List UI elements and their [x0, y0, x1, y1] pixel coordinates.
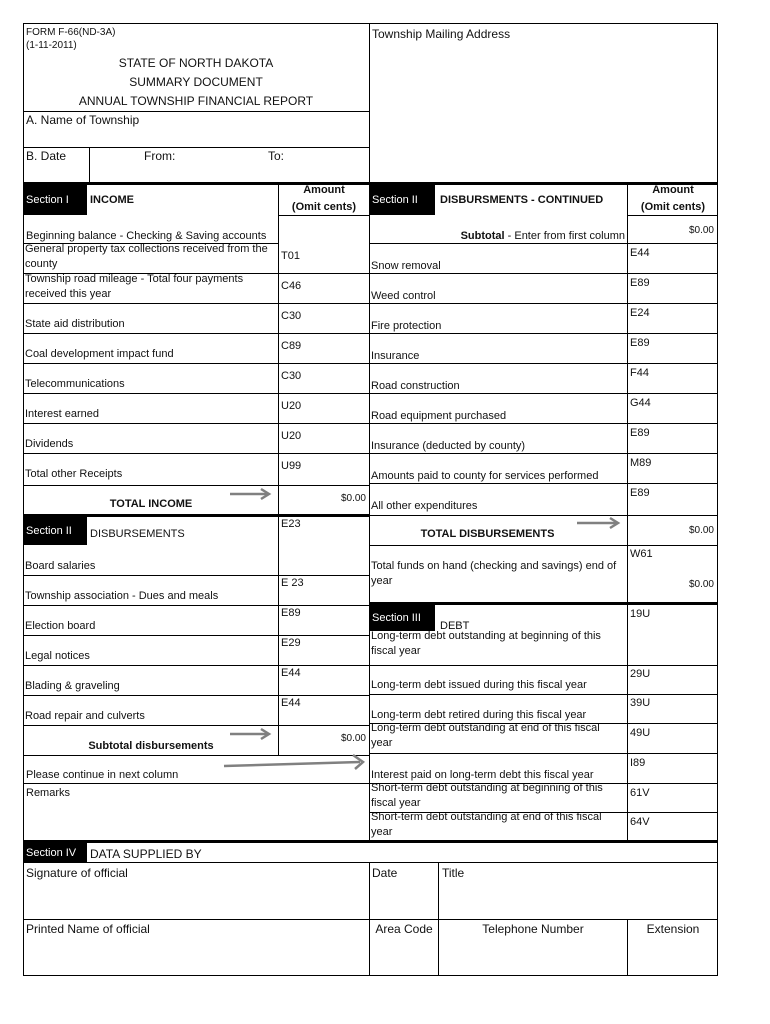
- title-state: STATE OF NORTH DAKOTA: [118, 56, 274, 70]
- beginning-balance-label: Beginning balance - Checking & Saving accounts: [26, 230, 267, 242]
- disbursement-continued-row-code: E89: [630, 487, 650, 499]
- disbursement-continued-row-amount-input[interactable]: [628, 292, 716, 302]
- from-date-field[interactable]: [184, 148, 264, 182]
- center-divider: [369, 185, 370, 840]
- disbursement-continued-row-amount-input[interactable]: [628, 442, 716, 452]
- disbursement-continued-row-label: Snow removal: [371, 260, 441, 272]
- income-row-label: Dividends: [25, 438, 74, 450]
- debt-row-amount-input[interactable]: [628, 830, 716, 840]
- disbursement-row-label: Township association - Dues and meals: [25, 590, 219, 602]
- debt-row-code: 29U: [630, 668, 651, 680]
- income-row-code: C30: [281, 310, 302, 322]
- mailing-address-field[interactable]: [370, 44, 717, 182]
- income-row-code: U20: [281, 400, 302, 412]
- section-2-continued-badge: Section II: [370, 185, 435, 215]
- debt-row-label: Short-term debt outstanding at end of this fiscal year: [371, 811, 602, 838]
- beginning-balance-input[interactable]: [279, 216, 368, 243]
- section-1-title: INCOME: [90, 194, 134, 206]
- income-row-amount-input[interactable]: [279, 322, 368, 332]
- debt-row-label: Long-term debt retired during this fiscal year: [371, 709, 587, 721]
- total-income-value: $0.00: [340, 493, 366, 504]
- disbursement-continued-row-label: All other expenditures: [371, 500, 478, 512]
- code-e44: E44: [630, 247, 650, 259]
- signature-field[interactable]: [26, 882, 366, 918]
- disbursement-row-code: E44: [281, 697, 301, 709]
- debt-row-label: Short-term debt outstanding at beginning of this fiscal year: [371, 782, 603, 809]
- date-signed-label: Date: [372, 866, 398, 880]
- debt-row-amount-input[interactable]: [628, 801, 716, 812]
- income-row-code: C30: [281, 370, 302, 382]
- income-row-code: C46: [281, 280, 302, 292]
- debt-row-label: Long-term debt outstanding at beginning of this fiscal year: [371, 630, 601, 657]
- township-financial-report-form: [23, 23, 718, 976]
- disbursement-continued-row-amount-input[interactable]: [628, 412, 716, 422]
- subtotal-from-first-column-label: [370, 230, 625, 243]
- township-name-field[interactable]: [144, 112, 368, 146]
- income-row-label: Telecommunications: [25, 378, 125, 390]
- debt-row-code: I89: [630, 757, 646, 769]
- disbursement-continued-row-label: Road construction: [371, 380, 460, 392]
- disbursement-row-amount-input[interactable]: [279, 547, 368, 574]
- debt-row-label: Long-term debt issued during this fiscal year: [371, 679, 587, 691]
- form-date: (1-11-2011): [26, 40, 77, 51]
- income-row-label: Coal development impact fund: [25, 348, 174, 360]
- income-row-amount-input[interactable]: [279, 412, 368, 422]
- debt-row-amount-input[interactable]: [628, 741, 716, 753]
- subtotal-word: Subtotal: [460, 230, 505, 242]
- section-3-badge: Section III: [370, 605, 435, 631]
- printed-name-label: Printed Name of official: [26, 922, 150, 936]
- disbursement-row-amount-input[interactable]: [279, 697, 368, 724]
- extension-field[interactable]: [629, 938, 716, 974]
- income-row-code: C89: [281, 340, 302, 352]
- total-disbursements-value: $0.00: [688, 525, 714, 536]
- disbursement-row-label: Legal notices: [25, 650, 90, 662]
- disbursement-row-code: E89: [281, 607, 301, 619]
- income-row-amount-input[interactable]: [279, 262, 368, 272]
- debt-row-code: 19U: [630, 608, 651, 620]
- section-4-badge: Section IV: [24, 843, 87, 863]
- divider: [89, 147, 90, 184]
- debt-row-amount-input[interactable]: [628, 682, 716, 693]
- official-title-field[interactable]: [440, 882, 716, 918]
- section-4-title: DATA SUPPLIED BY: [90, 847, 202, 861]
- disbursement-continued-row-amount-input[interactable]: [628, 502, 716, 512]
- disbursement-row-label: Blading & graveling: [25, 680, 120, 692]
- signature-label: Signature of official: [26, 866, 128, 880]
- funds-on-hand-value: $0.00: [688, 579, 714, 590]
- section-2-badge: Section II: [24, 517, 87, 545]
- disbursement-row-amount-input[interactable]: [279, 577, 368, 604]
- disbursement-continued-row-label: Weed control: [371, 290, 436, 302]
- disbursement-row-code: E29: [281, 637, 301, 649]
- funds-on-hand-label: Total funds on hand (checking and savings) end of year: [371, 560, 617, 587]
- disbursement-continued-row-label: Insurance: [371, 350, 420, 362]
- telephone-field[interactable]: [440, 938, 626, 974]
- income-row-amount-input[interactable]: [279, 472, 368, 482]
- arrow-right-icon: [222, 750, 370, 772]
- income-row-code: U99: [281, 460, 302, 472]
- amount-header-line1: Amount: [303, 184, 345, 196]
- debt-row-code: 49U: [630, 727, 651, 739]
- disbursement-continued-row-amount-input[interactable]: [628, 472, 716, 482]
- extension-label: Extension: [646, 922, 700, 936]
- printed-name-field[interactable]: [26, 938, 366, 974]
- section-1-badge: Section I: [24, 185, 87, 215]
- disbursement-continued-row-amount-input[interactable]: [628, 382, 716, 392]
- disbursement-continued-row-code: E89: [630, 277, 650, 289]
- disbursement-row-code: E44: [281, 667, 301, 679]
- total-income-label: TOTAL INCOME: [109, 498, 193, 510]
- amount-header-line2: (Omit cents): [291, 201, 357, 213]
- debt-row-code: 39U: [630, 697, 651, 709]
- subtotal-hint: - Enter from first column: [504, 230, 625, 242]
- section-2-continued-title: DISBURSMENTS - CONTINUED: [440, 194, 604, 206]
- income-row-amount-input[interactable]: [279, 352, 368, 362]
- debt-row-amount-input[interactable]: [628, 622, 716, 664]
- income-row-label: General property tax collections received from the county: [25, 243, 268, 270]
- disbursement-continued-row-label: Fire protection: [371, 320, 442, 332]
- code-e23: E23: [281, 518, 301, 530]
- disbursement-row-amount-input[interactable]: [279, 667, 368, 694]
- code-w61: W61: [630, 548, 653, 560]
- date-signed-field[interactable]: [371, 882, 437, 918]
- income-row-amount-input[interactable]: [279, 442, 368, 452]
- income-row-code: T01: [281, 250, 300, 262]
- date-label: B. Date: [26, 149, 67, 163]
- disbursement-continued-row-code: E89: [630, 427, 650, 439]
- disbursement-row-label: Board salaries: [25, 560, 96, 572]
- subtotal-disbursements-value: $0.00: [340, 733, 366, 744]
- to-label: To:: [268, 149, 285, 163]
- subtotal-disbursements-label: Subtotal disbursements: [88, 740, 214, 752]
- official-title-label: Title: [442, 866, 465, 880]
- arrow-right-icon: [576, 515, 624, 531]
- debt-row-amount-input[interactable]: [628, 771, 716, 783]
- disbursement-row-code: E 23: [281, 577, 304, 589]
- disbursement-row-label: Road repair and culverts: [25, 710, 145, 722]
- remarks-field[interactable]: [26, 802, 366, 840]
- disbursement-continued-row-label: Road equipment purchased: [371, 410, 507, 422]
- disbursement-continued-row-code: E89: [630, 337, 650, 349]
- disbursement-continued-row-code: M89: [630, 457, 652, 469]
- arrow-right-icon: [229, 486, 275, 502]
- debt-row-code: 61V: [630, 787, 650, 799]
- mailing-address-label: Township Mailing Address: [372, 27, 511, 41]
- income-row-label: Total other Receipts: [25, 468, 123, 480]
- disbursement-continued-row-amount-input[interactable]: [628, 352, 716, 362]
- debt-row-label: Interest paid on long-term debt this fiscal year: [371, 769, 594, 781]
- disbursement-continued-row-amount-input[interactable]: [628, 262, 716, 272]
- telephone-label: Telephone Number: [482, 922, 584, 936]
- disbursement-continued-row-label: Amounts paid to county for services performed: [371, 470, 599, 482]
- income-row-code: U20: [281, 430, 302, 442]
- continue-note: Please continue in next column: [26, 769, 179, 781]
- title-report: ANNUAL TOWNSHIP FINANCIAL REPORT: [78, 94, 314, 108]
- debt-row-amount-input[interactable]: [628, 711, 716, 722]
- income-row-amount-input[interactable]: [279, 382, 368, 392]
- township-name-label: A. Name of Township: [26, 113, 140, 127]
- arrow-right-icon: [229, 726, 275, 742]
- total-disbursements-label: TOTAL DISBURSEMENTS: [420, 528, 555, 540]
- disbursement-row-amount-input[interactable]: [279, 607, 368, 634]
- form-number: FORM F-66(ND-3A): [26, 27, 116, 38]
- income-row-label: Township road mileage - Total four payments received this year: [25, 273, 244, 300]
- area-code-label: Area Code: [375, 922, 433, 936]
- disbursement-continued-row-code: G44: [630, 397, 651, 409]
- from-label: From:: [144, 149, 176, 163]
- income-row-label: State aid distribution: [25, 318, 125, 330]
- income-row-label: Interest earned: [25, 408, 99, 420]
- amount-header-line2-right: (Omit cents): [640, 201, 706, 213]
- subtotal-from-first-column-value: $0.00: [688, 225, 714, 236]
- amount-header-line1-right: Amount: [652, 184, 694, 196]
- disbursement-row-amount-input[interactable]: [279, 637, 368, 664]
- disbursement-continued-row-amount-input[interactable]: [628, 322, 716, 332]
- debt-row-label: Long-term debt outstanding at end of this fiscal year: [371, 722, 600, 749]
- section-3-title: DEBT: [440, 620, 470, 632]
- remarks-label: Remarks: [26, 787, 71, 799]
- disbursement-continued-row-label: Insurance (deducted by county): [371, 440, 526, 452]
- disbursement-continued-row-code: E24: [630, 307, 650, 319]
- to-date-field[interactable]: [292, 148, 368, 182]
- disbursement-row-label: Election board: [25, 620, 96, 632]
- disbursement-continued-row-code: F44: [630, 367, 649, 379]
- section-2-title: DISBURSEMENTS: [90, 528, 185, 540]
- income-row-amount-input[interactable]: [279, 292, 368, 302]
- title-summary: SUMMARY DOCUMENT: [129, 75, 263, 89]
- area-code-field[interactable]: [371, 938, 437, 974]
- debt-row-code: 64V: [630, 816, 650, 828]
